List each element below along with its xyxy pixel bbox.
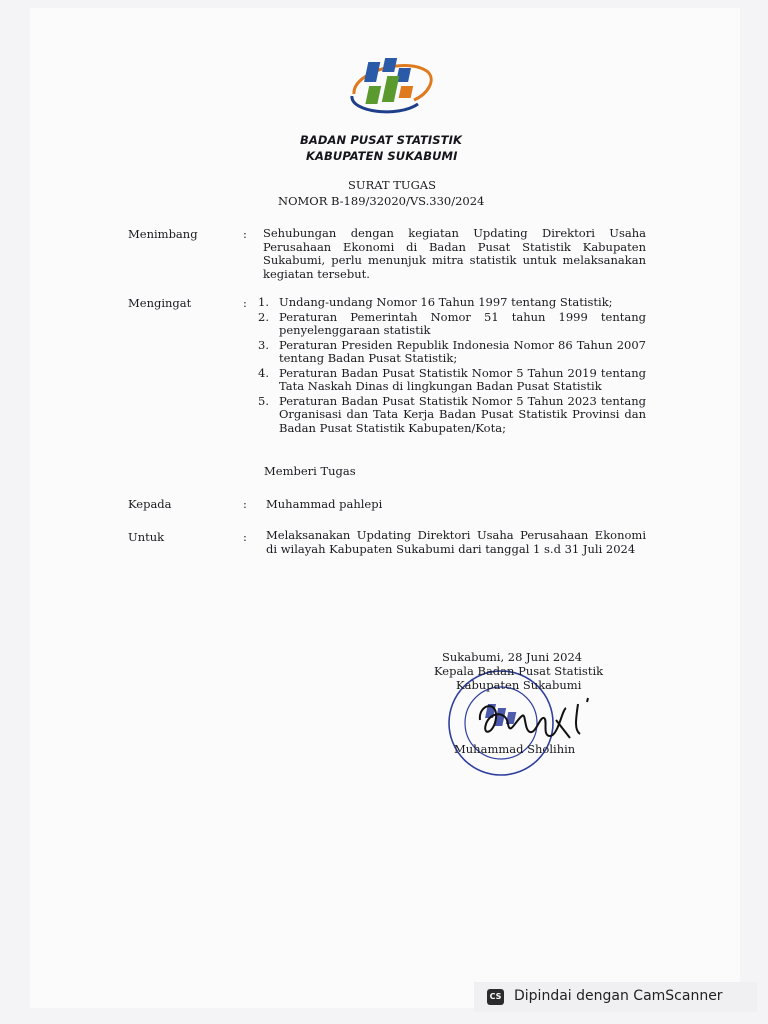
menimbang-label: Menimbang — [128, 227, 198, 241]
signatory-name: Muhammad Sholihin — [454, 742, 576, 756]
memberi-tugas-heading: Memberi Tugas — [264, 464, 356, 478]
signature-position-line1: Kepala Badan Pusat Statistik — [434, 664, 604, 678]
kepada-label: Kepada — [128, 497, 172, 511]
list-item — [258, 367, 646, 394]
camscanner-watermark — [474, 982, 757, 1012]
list-item — [258, 339, 646, 366]
handwritten-signature-icon — [470, 690, 600, 750]
document-number: NOMOR B-189/32020/VS.330/2024 — [278, 194, 485, 208]
camscanner-logo-icon: CS — [487, 989, 504, 1005]
list-item-number: 1. — [258, 295, 269, 309]
kepada-colon: : — [243, 497, 247, 511]
list-item — [258, 395, 646, 436]
org-name-line1: BADAN PUSAT STATISTIK — [300, 133, 463, 147]
signature-place-date: Sukabumi, 28 Juni 2024 — [442, 650, 583, 664]
kepada-value: Muhammad pahlepi — [266, 497, 383, 511]
list-item-text: Peraturan Badan Pusat Statistik Nomor 5 Tahun 2023 tentang Organisasi dan Tata Kerja Badan Pusat Statistik Provinsi dan Badan Pusat Statistik Kabupaten/Kota; — [279, 393, 646, 435]
mengingat-colon: : — [243, 296, 247, 310]
list-item-number: 5. — [258, 393, 269, 408]
list-item-text: Peraturan Presiden Republik Indonesia Nomor 86 Tahun 2007 tentang Badan Pusat Statistik; — [279, 337, 646, 365]
list-item-number: 4. — [258, 365, 269, 380]
menimbang-colon: : — [243, 227, 247, 241]
menimbang-text: Sehubungan dengan kegiatan Updating Direktori Usaha Perusahaan Ekonomi di Badan Pusat Statistik Kabupaten Sukabumi, perlu menunjuk mitra statistik untuk melaksanakan kegiatan tersebut. — [263, 226, 646, 281]
signature-position-line2: Kabupaten Sukabumi — [456, 678, 582, 692]
bps-logo-icon — [348, 54, 436, 120]
org-name-line2: KABUPATEN SUKABUMI — [306, 149, 458, 163]
camscanner-label: Dipindai dengan CamScanner — [514, 988, 723, 1004]
untuk-colon: : — [243, 530, 247, 544]
mengingat-list — [258, 296, 646, 436]
untuk-label: Untuk — [128, 530, 165, 544]
list-item-text: Peraturan Pemerintah Nomor 51 tahun 1999 tentang penyelenggaraan statistik — [279, 309, 646, 337]
list-item-number: 2. — [258, 309, 269, 324]
document-type: SURAT TUGAS — [348, 178, 436, 192]
list-item — [258, 311, 646, 338]
mengingat-label: Mengingat — [128, 296, 192, 310]
list-item — [258, 296, 646, 310]
untuk-text: Melaksanakan Updating Direktori Usaha Perusahaan Ekonomi di wilayah Kabupaten Sukabumi dari tanggal 1 s.d 31 Juli 2024 — [266, 528, 646, 556]
list-item-number: 3. — [258, 337, 269, 352]
list-item-text: Peraturan Badan Pusat Statistik Nomor 5 Tahun 2019 tentang Tata Naskah Dinas di lingkungan Badan Pusat Statistik — [279, 365, 646, 393]
list-item-text: Undang-undang Nomor 16 Tahun 1997 tentang Statistik; — [279, 295, 613, 309]
